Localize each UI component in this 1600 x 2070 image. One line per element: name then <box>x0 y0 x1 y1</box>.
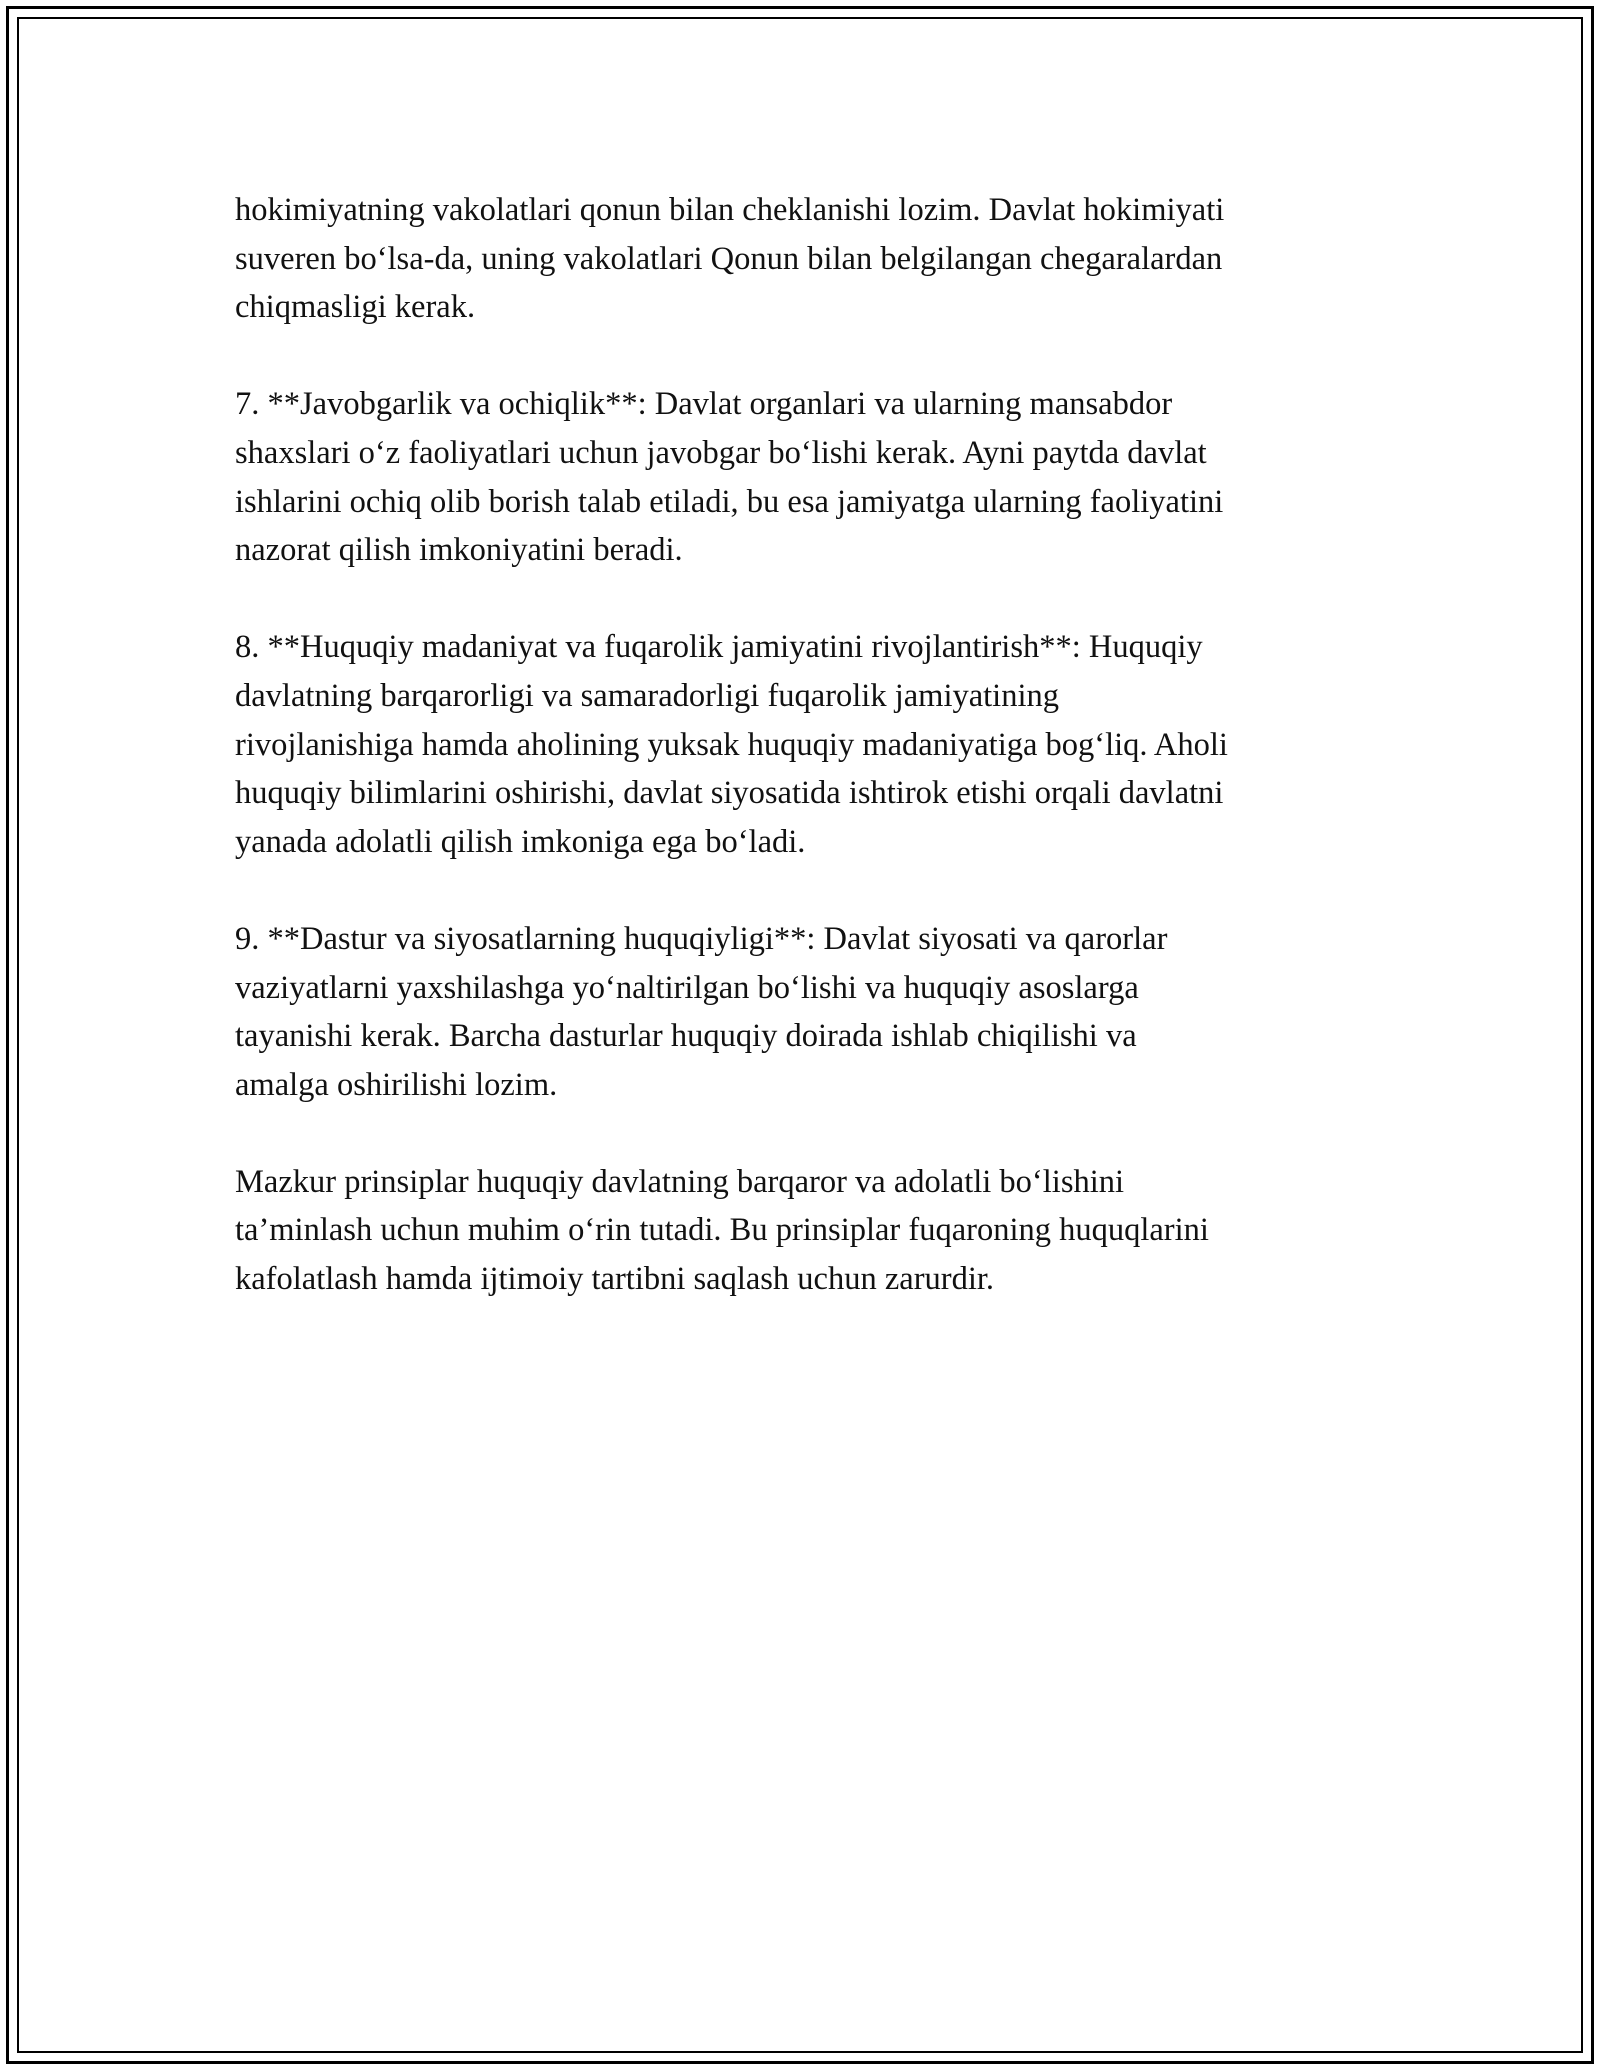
text-line: vaziyatlarni yaxshilashga yo‘naltirilgan bo‘lishi va huquqiy asoslarga <box>235 969 1139 1006</box>
text-line: 7. **Javobgarlik va ochiqlik**: Davlat organlari va ularning mansabdor <box>235 386 1173 423</box>
text-line: suveren bo‘lsa-da, uning vakolatlari Qonun bilan belgilangan chegaralardan <box>235 240 1223 277</box>
text-line: Mazkur prinsiplar huquqiy davlatning barqaror va adolatli bo‘lishini <box>235 1163 1125 1200</box>
text-line: 9. **Dastur va siyosatlarning huquqiyligi**: Davlat siyosati va qarorlar <box>235 920 1168 957</box>
text-line: ishlarini ochiq olib borish talab etiladi, bu esa jamiyatga ularning faoliyatini <box>235 483 1224 520</box>
text-line: amalga oshirilishi lozim. <box>235 1066 558 1103</box>
text-line: davlatning barqarorligi va samaradorligi fuqarolik jamiyatining <box>235 677 1059 714</box>
text-line: ta’minlash uchun muhim o‘rin tutadi. Bu prinsiplar fuqaroning huquqlarini <box>235 1212 1209 1249</box>
text-line: nazorat qilish imkoniyatini beradi. <box>235 532 683 569</box>
text-line: huquqiy bilimlarini oshirishi, davlat siyosatida ishtirok etishi orqali davlatni <box>235 775 1224 812</box>
text-line: kafolatlash hamda ijtimoiy tartibni saqlash uchun zarurdir. <box>235 1261 995 1298</box>
text-line: shaxslari o‘z faoliyatlari uchun javobgar bo‘lishi kerak. Ayni paytda davlat <box>235 434 1207 471</box>
text-line: yanada adolatli qilish imkoniga ega bo‘ladi. <box>235 823 806 860</box>
text-line: hokimiyatning vakolatlari qonun bilan cheklanishi lozim. Davlat hokimiyati <box>235 192 1225 228</box>
text-line: chiqmasligi kerak. <box>235 289 476 326</box>
paragraph-item-8 <box>235 623 1385 866</box>
paragraph-item-9 <box>235 915 1385 1109</box>
text-line: tayanishi kerak. Barcha dasturlar huquqiy doirada ishlab chiqilishi va <box>235 1018 1137 1055</box>
text-line: 8. **Huquqiy madaniyat va fuqarolik jamiyatini rivojlantirish**: Huquqiy <box>235 629 1203 666</box>
text-line: rivojlanishiga hamda aholining yuksak huquqiy madaniyatiga bog‘liq. Aholi <box>235 726 1228 763</box>
document-body <box>235 186 1385 1352</box>
paragraph-conclusion <box>235 1158 1385 1304</box>
paragraph-item-7 <box>235 380 1385 574</box>
paragraph-continuation <box>235 186 1385 332</box>
